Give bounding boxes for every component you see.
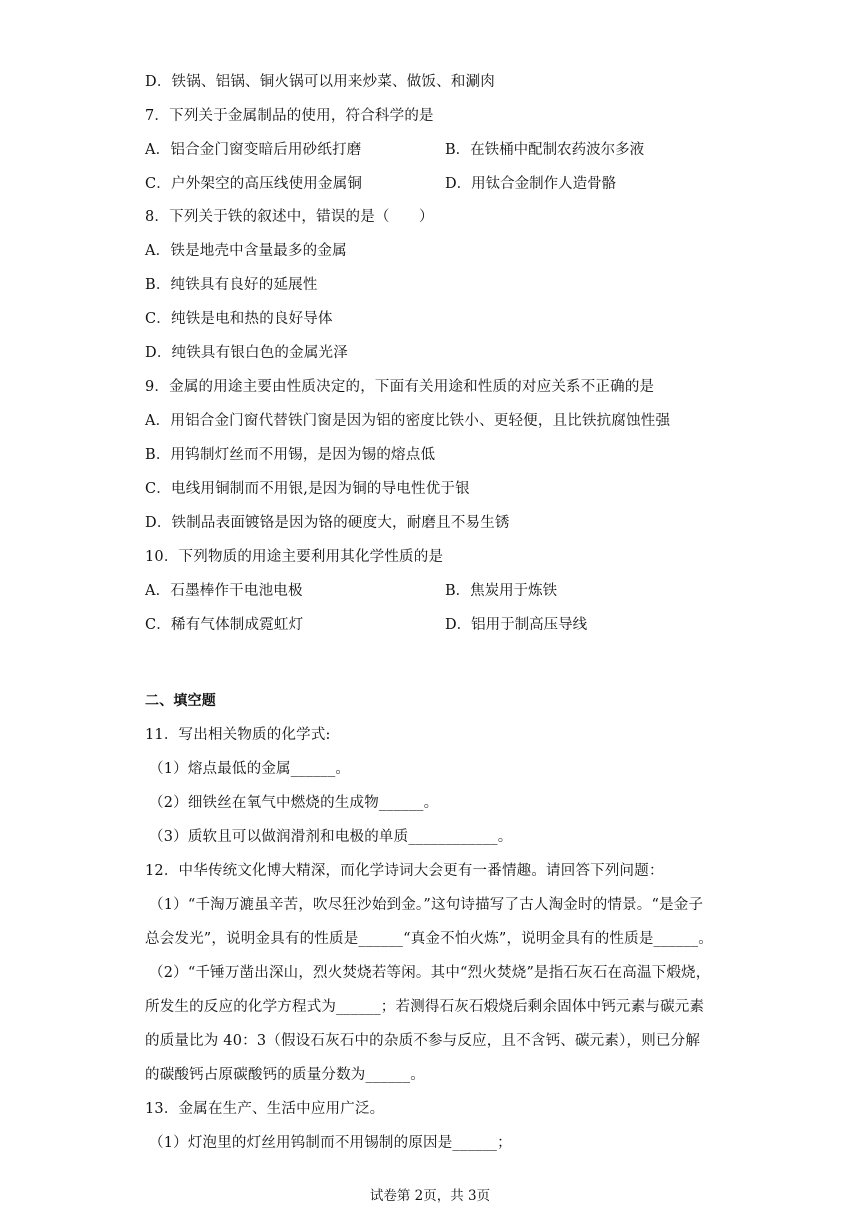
text-line: 的碳酸钙占原碳酸钙的质量分数为______。 [145,1067,425,1083]
text-line: D．铁制品表面镀铬是因为铬的硬度大，耐磨且不易生锈 [145,515,510,531]
option-right: D．铝用于制高压导线 [445,617,588,633]
text-line: 总会发光”，说明金具有的性质是______“真金不怕火炼”，说明金具有的性质是______。 [145,931,713,947]
text-line: （3）质软且可以做润滑剂和电极的单质____________。 [149,829,513,845]
text-line: 的质量比为 40：3（假设石灰石中的杂质不参与反应，且不含钙、碳元素），则已分解 [145,1033,701,1049]
text-line: 8．下列关于铁的叙述中，错误的是（ ） [145,209,434,225]
text-line: （1）“千淘万漉虽辛苦，吹尽狂沙始到金。”这句诗描写了古人淘金时的情景。“是金子 [149,897,704,913]
text-line: C．纯铁是电和热的良好导体 [145,311,333,327]
text-line: 11．写出相关物质的化学式: [145,727,331,743]
text-line: C．电线用铜制而不用银,是因为铜的导电性优于银 [145,481,470,497]
text-line: （1）灯泡里的灯丝用钨制而不用锡制的原因是______； [149,1135,512,1151]
text-line: 7．下列关于金属制品的使用，符合科学的是 [145,108,434,124]
text-line: B．纯铁具有良好的延展性 [145,277,318,293]
text-line: D．铁锅、铝锅、铜火锅可以用来炒菜、做饭、和涮肉 [145,74,495,90]
text-line: 12．中华传统文化博大精深，而化学诗词大会更有一番情趣。请回答下列问题： [145,863,664,879]
text-line: A．铁是地壳中含量最多的金属 [145,243,347,259]
text-line: （2）“千锤万凿出深山，烈火焚烧若等闲。其中“烈火焚烧”是指石灰石在高温下煅烧， [149,965,711,981]
text-line: （2）细铁丝在氧气中燃烧的生成物______。 [149,795,439,811]
option-left: A．石墨棒作干电池电极 [145,583,303,599]
section-heading: 二、填空题 [145,693,216,709]
text-line: 13．金属在生产、生活中应用广泛。 [145,1101,385,1117]
page-footer: 试卷第 2页，共 3页 [369,1188,491,1204]
text-line: A．用铝合金门窗代替铁门窗是因为铝的密度比铁小、更轻便，且比铁抗腐蚀性强 [145,413,671,429]
option-left: C．户外架空的高压线使用金属铜 [145,176,363,192]
text-line: （1）熔点最低的金属______。 [149,761,351,777]
text-line: B．用钨制灯丝而不用锡，是因为锡的熔点低 [145,447,436,463]
option-left: C．稀有气体制成霓虹灯 [145,617,304,633]
option-left: A．铝合金门窗变暗后用砂纸打磨 [145,142,362,158]
option-right: B．焦炭用于炼铁 [445,583,558,599]
text-line: 9．金属的用途主要由性质决定的，下面有关用途和性质的对应关系不正确的是 [145,379,655,395]
option-right: D．用钛合金制作人造骨骼 [445,176,617,192]
text-line: 10．下列物质的用途主要利用其化学性质的是 [145,549,444,565]
text-line: D．纯铁具有银白色的金属光泽 [145,345,348,361]
text-line: 所发生的反应的化学方程式为______；若测得石灰石煅烧后剩余固体中钙元素与碳元素 [145,999,705,1015]
option-right: B．在铁桶中配制农药波尔多液 [445,142,645,158]
